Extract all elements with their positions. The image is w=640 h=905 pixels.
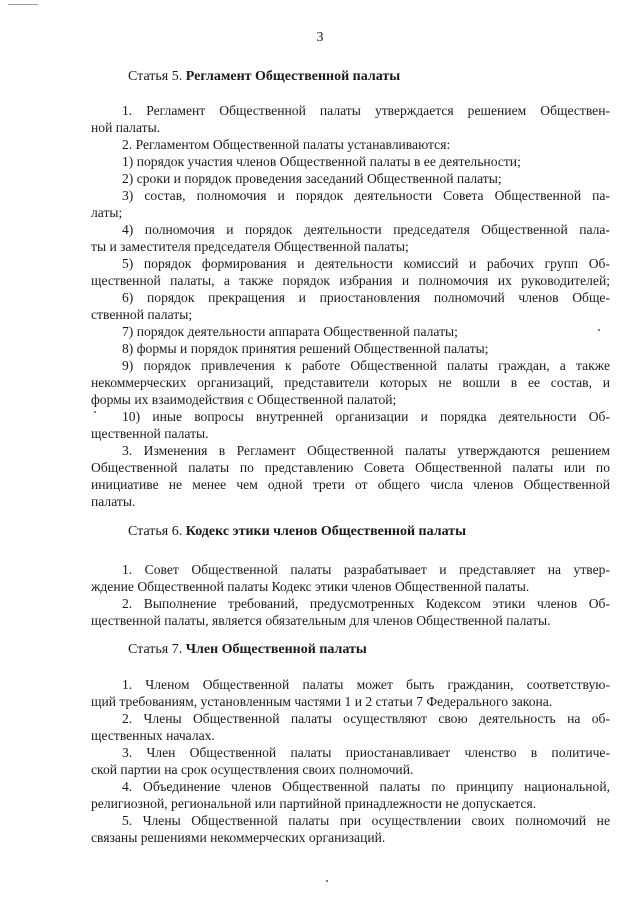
- paragraph-line: 2. Регламентом Общественной палаты устанавливаются:: [122, 137, 451, 152]
- paragraph-line: 3. Изменения в Регламент Общественной палаты утверждаются решением: [122, 443, 610, 458]
- article-7-heading: [128, 642, 367, 658]
- article-title: Кодекс этики членов Общественной палаты: [185, 524, 467, 539]
- paragraph-line: ной палаты.: [91, 120, 161, 135]
- paragraph-line: Общественной палаты по представлению Совета Общественной палаты или по: [91, 460, 610, 475]
- paragraph-line: 1. Регламент Общественной палаты утверждается решением Обществен-: [122, 103, 610, 118]
- paragraph-line: 1. Членом Общественной палаты может быть гражданин, соответствую-: [122, 677, 610, 692]
- paragraph-line: 1. Совет Общественной палаты разрабатывает и представляет на утвер-: [122, 562, 610, 577]
- paragraph-line: некоммерческих организаций, представители которых не вошли в ее состав, и: [91, 375, 610, 390]
- paragraph-line: 10) иные вопросы внутренней организации и порядка деятельности Об-: [122, 409, 610, 424]
- paragraph-line: щественной палаты, а также порядок избрания и полномочия их руководителей;: [91, 273, 610, 288]
- paragraph-line: ственной палаты;: [91, 307, 193, 322]
- paragraph-line: 4. Объединение членов Общественной палаты по принципу национальной,: [122, 779, 610, 794]
- page-number: 3: [316, 30, 324, 45]
- article-6-heading: [128, 524, 466, 540]
- paragraph-line: 2) сроки и порядок проведения заседаний Общественной палаты;: [122, 171, 502, 186]
- paragraph-line: 3. Член Общественной палаты приостанавливает членство в политиче-: [122, 745, 610, 760]
- article-number: Статья 5.: [128, 69, 183, 84]
- article-5-heading: [128, 69, 400, 85]
- paragraph-line: 5. Члены Общественной палаты при осуществлении своих полномочий не: [122, 813, 610, 828]
- paragraph-line: связаны решениями некоммерческих организаций.: [91, 830, 386, 845]
- paragraph-line: 2. Выполнение требований, предусмотренных Кодексом этики членов Об-: [122, 596, 610, 611]
- paragraph-line: 7) порядок деятельности аппарата Общественной палаты;: [122, 324, 458, 339]
- paragraph-line: религиозной, региональной или партийной принадлежности не допускается.: [91, 796, 537, 811]
- paragraph-line: 9) порядок привлечения к работе Общественной палаты граждан, а также: [122, 358, 610, 373]
- article-number: Статья 7.: [128, 642, 183, 657]
- paragraph-line: 4) полномочия и порядок деятельности председателя Общественной пала-: [122, 222, 610, 237]
- article-number: Статья 6.: [128, 524, 183, 539]
- paragraph-line: 2. Члены Общественной палаты осуществляют свою деятельность на об-: [122, 711, 610, 726]
- paragraph-line: формы их взаимодействия с Общественной палатой;: [91, 392, 397, 407]
- paragraph-line: ждение Общественной палаты Кодекс этики членов Общественной палаты.: [91, 579, 530, 594]
- paragraph-line: инициативе не менее чем одной трети от общего числа членов Общественной: [91, 477, 610, 492]
- scan-speck: [94, 411, 96, 413]
- paragraph-line: палаты.: [91, 494, 136, 509]
- paragraph-line: щественной палаты, является обязательным для членов Общественной палаты.: [91, 613, 551, 628]
- paragraph-line: 1) порядок участия членов Общественной палаты в ее деятельности;: [122, 154, 521, 169]
- paragraph-line: щественной палаты.: [91, 426, 209, 441]
- paragraph-line: 3) состав, полномочия и порядок деятельности Совета Общественной па-: [122, 188, 610, 203]
- paragraph-line: 6) порядок прекращения и приостановления полномочий членов Обще-: [122, 290, 610, 305]
- paragraph-line: ской партии на срок осуществления своих полномочий.: [91, 762, 414, 777]
- paragraph-line: 5) порядок формирования и деятельности комиссий и рабочих групп Об-: [122, 256, 610, 271]
- paragraph-line: 8) формы и порядок принятия решений Общественной палаты;: [122, 341, 489, 356]
- paragraph-line: щий требованиям, установленным частями 1 и 2 статьи 7 Федерального закона.: [91, 694, 553, 709]
- paragraph-line: латы;: [91, 205, 123, 220]
- scan-mark: [8, 4, 38, 5]
- paragraph-line: ты и заместителя председателя Общественной палаты;: [91, 239, 409, 254]
- paragraph-line: щественных началах.: [91, 728, 215, 743]
- article-title: Член Общественной палаты: [185, 642, 367, 657]
- scan-speck: [326, 880, 328, 882]
- article-title: Регламент Общественной палаты: [185, 69, 401, 84]
